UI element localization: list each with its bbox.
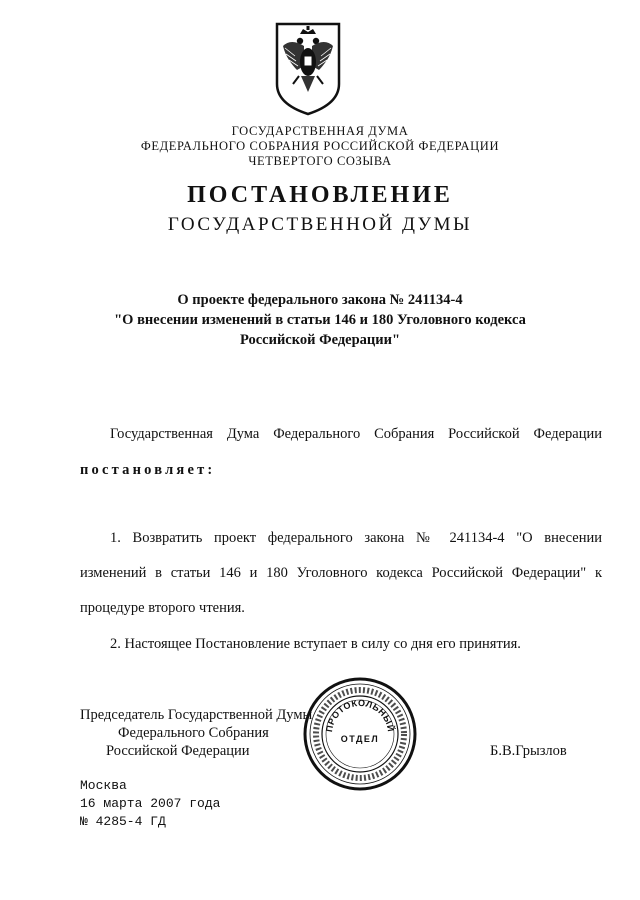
- header-line-3: ЧЕТВЕРТОГО СОЗЫВА: [248, 154, 392, 168]
- intro-text: Государственная Дума Федерального Собрания Российской Федерации: [110, 426, 602, 442]
- svg-text:ПРОТОКОЛЬНЫЙ: [324, 698, 397, 733]
- subject-line-2: "О внесении изменений в статьи 146 и 180 Уголовного кодекса: [114, 312, 526, 328]
- document-title: ПОСТАНОВЛЕНИЕ: [187, 182, 453, 208]
- signatory-name: Б.В.Грызлов: [490, 743, 567, 759]
- document-subtitle: ГОСУДАРСТВЕННОЙ ДУМЫ: [167, 214, 473, 235]
- signature-position-line-1: Председатель Государственной Думы: [80, 707, 313, 723]
- item-1-line-1: 1. Возвратить проект федерального закона № 241134-4 "О внесении: [110, 530, 602, 546]
- footer-date: 16 марта 2007 года: [80, 796, 221, 811]
- footer-city: Москва: [80, 778, 127, 793]
- header-line-1: ГОСУДАРСТВЕННАЯ ДУМА: [231, 124, 409, 138]
- signature-position-line-3: Российской Федерации: [106, 743, 250, 759]
- coat-of-arms-emblem: [273, 20, 343, 116]
- stamp-top-text: ПРОТОКОЛЬНЫЙ: [323, 697, 397, 733]
- resolves-text: постановляет:: [80, 462, 216, 478]
- subject-line-3: Российской Федерации": [239, 332, 401, 348]
- official-stamp: [302, 676, 418, 792]
- stamp-center-text: ОТДЕЛ: [340, 734, 380, 744]
- item-2-text: 2. Настоящее Постановление вступает в силу со дня его принятия.: [110, 636, 521, 652]
- footer-number: № 4285-4 ГД: [80, 814, 166, 829]
- header-line-2: ФЕДЕРАЛЬНОГО СОБРАНИЯ РОССИЙСКОЙ ФЕДЕРАЦИИ: [140, 139, 500, 153]
- signature-position-line-2: Федерального Собрания: [118, 725, 269, 741]
- item-1-line-3: процедуре второго чтения.: [80, 600, 245, 616]
- item-1-line-2: изменений в статьи 146 и 180 Уголовного кодекса Российской Федерации" к: [80, 565, 602, 581]
- subject-line-1: О проекте федерального закона № 241134-4: [177, 292, 463, 308]
